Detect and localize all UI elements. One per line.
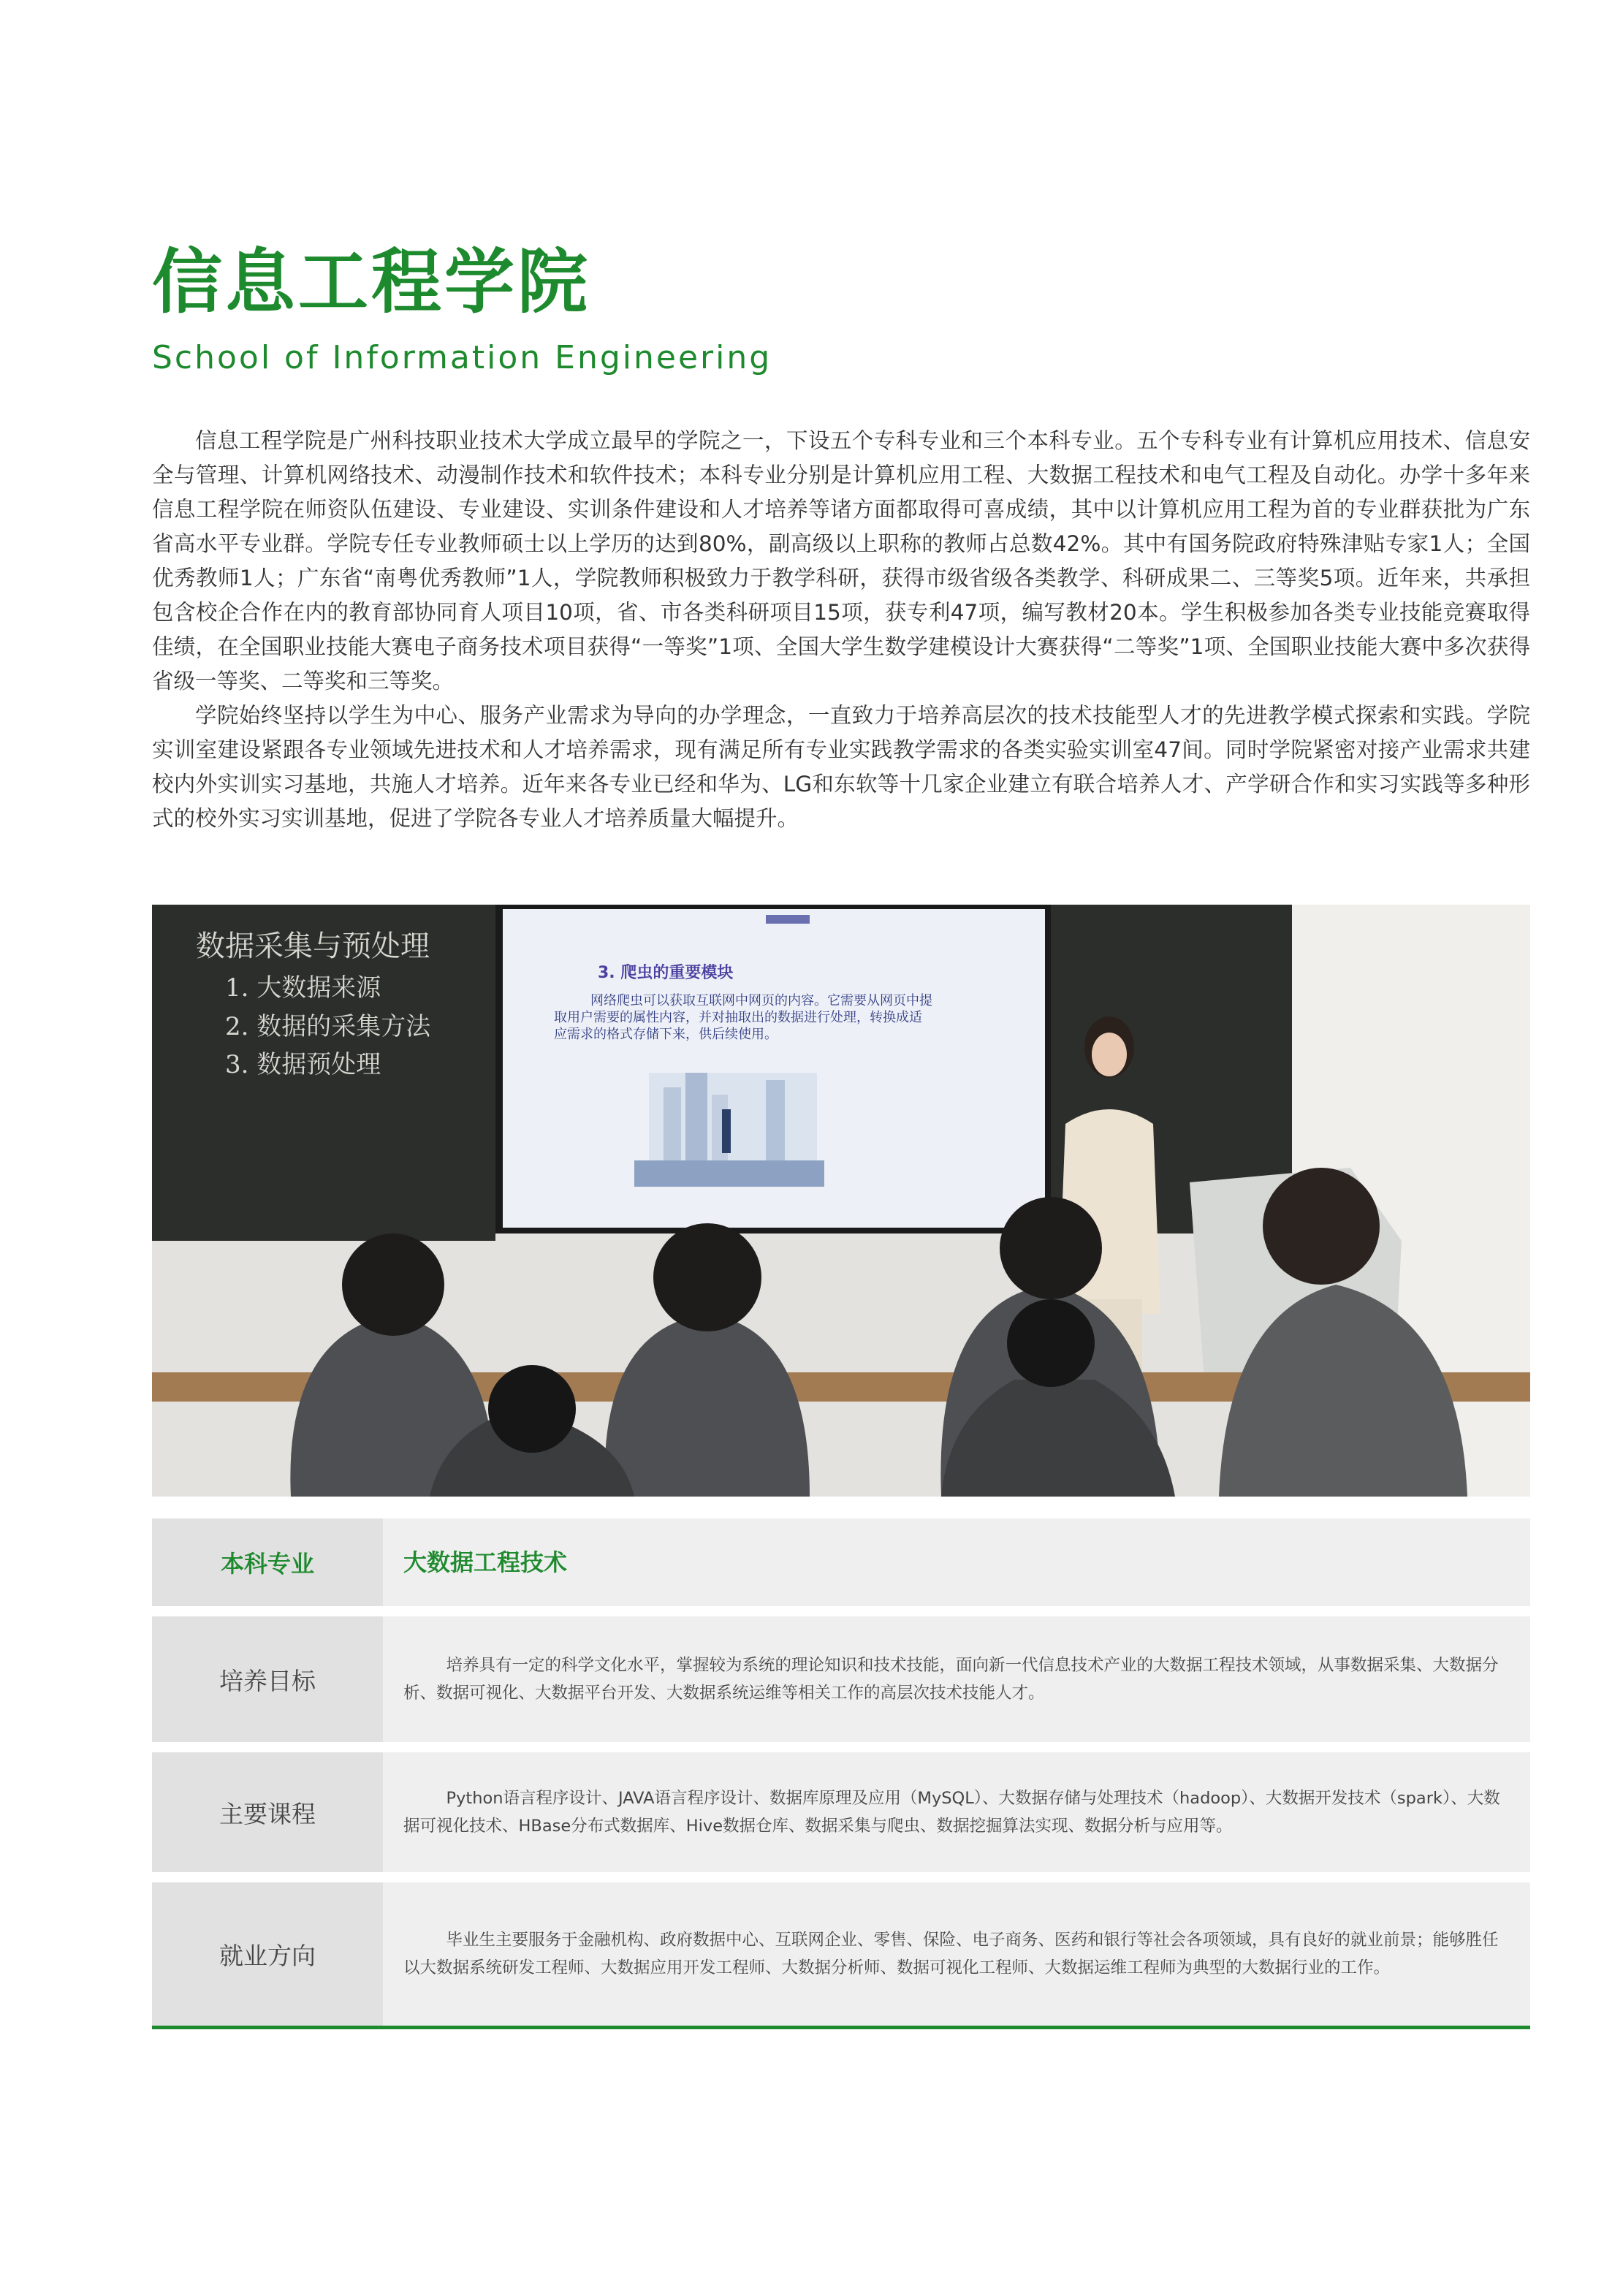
blackboard-line: 2. 数据的采集方法 [225, 1012, 431, 1041]
major-table [152, 1518, 1530, 2029]
page-subtitle: School of Information Engineering [152, 339, 772, 376]
intro-text [152, 424, 1530, 836]
row-value: 培养具有一定的科学文化水平，掌握较为系统的理论知识和技术技能，面向新一代信息技术产业的大数据工程技术领域，从事数据采集、大数据分析、数据可视化、大数据平台开发、大数据系统运维等相关工作的高层次技术技能人才。 [403, 1656, 1499, 1703]
page-title: 信息工程学院 [152, 241, 590, 323]
table-bottom-rule [152, 2026, 1530, 2029]
row-value: 毕业生主要服务于金融机构、政府数据中心、互联网企业、零售、保险、电子商务、医药和银行等社会各项领域，具有良好的就业前景；能够胜任以大数据系统研发工程师、大数据应用开发工程师、大数据分析师、数据可视化工程师、大数据运维工程师为典型的大数据行业的工作。 [403, 1931, 1499, 1977]
table-head-value: 大数据工程技术 [403, 1548, 568, 1576]
slide-heading: 3. 爬虫的重要模块 [598, 964, 734, 982]
table-head-row [152, 1518, 1530, 1606]
slide-text: 取用户需要的属性内容，并对抽取出的数据进行处理，转换成适 [554, 1010, 922, 1025]
row-label: 就业方向 [152, 1882, 383, 2026]
blackboard-line: 数据采集与预处理 [196, 930, 430, 963]
intro-paragraph-2: 学院始终坚持以学生为中心、服务产业需求为导向的办学理念，一直致力于培养高层次的技术技能型人才的先进教学模式探索和实践。学院实训室建设紧跟各专业领域先进技术和人才培养需求，现有满足所有专业实践教学需求的各类实验实训室47间。同时学院紧密对接产业需求共建校内外实训实习基地，共施人才培养。近年来各专业已经和华为、LG和东软等十几家企业建立有联合培养人才、产学研合作和实习实践等多种形式的校外实习实训基地，促进了学院各专业人才培养质量大幅提升。 [152, 703, 1530, 831]
blackboard-line: 3. 数据预处理 [225, 1050, 381, 1079]
slide-text: 网络爬虫可以获取互联网中网页的内容。它需要从网页中提 [590, 993, 932, 1008]
table-head-label: 本科专业 [152, 1518, 383, 1606]
blackboard-line: 1. 大数据来源 [225, 973, 381, 1003]
intro-paragraph-1: 信息工程学院是广州科技职业技术大学成立最早的学院之一，下设五个专科专业和三个本科专业。五个专科专业有计算机应用技术、信息安全与管理、计算机网络技术、动漫制作技术和软件技术；本科专业分别是计算机应用工程、大数据工程技术和电气工程及自动化。办学十多年来信息工程学院在师资队伍建设、专业建设、实训条件建设和人才培养等诸方面都取得可喜成绩，其中以计算机应用工程为首的专业群获批为广东省高水平专业群。学院专任专业教师硕士以上学历的达到80%，副高级以上职称的教师占总数42%。其中有国务院政府特殊津贴专家1人；全国优秀教师1人；广东省“南粤优秀教师”1人，学院教师积极致力于教学科研，获得市级省级各类教学、科研成果二、三等奖5项。近年来，共承担包含校企合作在内的教育部协同育人项目10项，省、市各类科研项目15项，获专利47项，编写教材20本。学生积极参加各类专业技能竞赛取得佳绩，在全国职业技能大赛电子商务技术项目获得“一等奖”1项、全国大学生数学建模设计大赛获得“二等奖”1项、全国职业技能大赛中多次获得省级一等奖、二等奖和三等奖。 [152, 428, 1530, 693]
row-label: 培养目标 [152, 1616, 383, 1742]
table-row [152, 1752, 1530, 1872]
row-label: 主要课程 [152, 1752, 383, 1872]
table-row [152, 1882, 1530, 2026]
table-row [152, 1616, 1530, 1742]
classroom-photo [152, 905, 1530, 1497]
row-value: Python语言程序设计、JAVA语言程序设计、数据库原理及应用（MySQL）、大数据存储与处理技术（hadoop）、大数据开发技术（spark）、大数据可视化技术、HBase分布式数据库、Hive数据仓库、数据采集与爬虫、数据挖掘算法实现、数据分析与应用等。 [403, 1789, 1500, 1836]
slide-text: 应需求的格式存储下来，供后续使用。 [554, 1027, 778, 1042]
